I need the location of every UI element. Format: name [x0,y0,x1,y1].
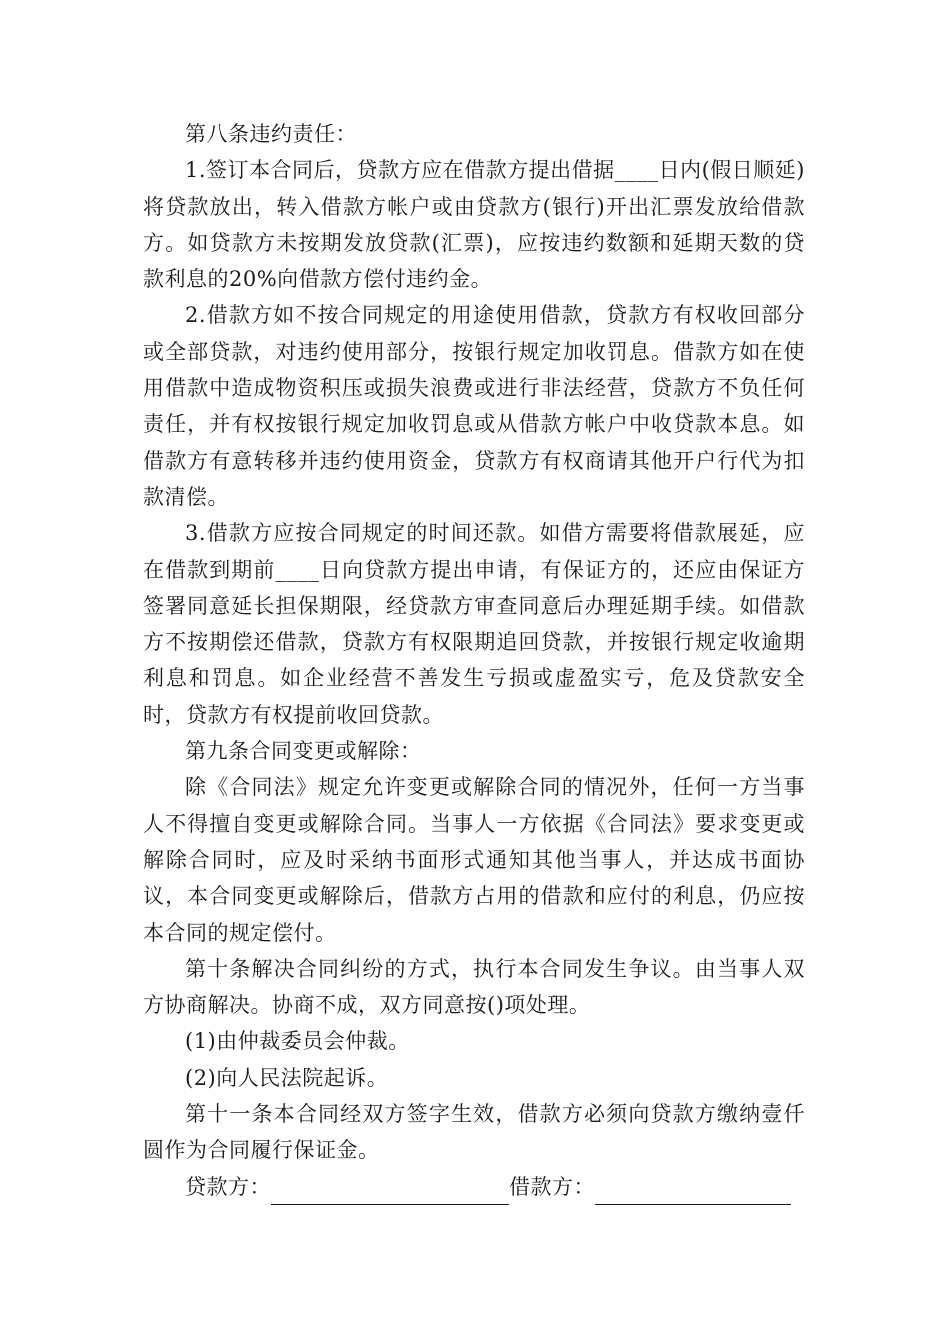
article-10-option-1: (1)由仲裁委员会仲裁。 [185,1029,410,1054]
article-8-clause-1: 1.签订本合同后，贷款方应在借款方提出借据____日内(假日顺延)将贷款放出，转入借款方帐户或由贷款方(银行)开出汇票发放给借款方。如贷款方未按期发放贷款(汇票)，应按违约数额和延期天数的贷款利息的20%向借款方偿付违约金。 [143,158,805,292]
signature-line [143,1169,805,1205]
lender-label: 贷款方： [185,1174,271,1199]
article-8-clause-2: 2.借款方如不按合同规定的用途使用借款，贷款方有权收回部分或全部贷款，对违约使用部分，按银行规定加收罚息。借款方如在使用借款中造成物资积压或损失浪费或进行非法经营，贷款方不负任何责任，并有权按银行规定加收罚息或从借款方帐户中收贷款本息。如借款方有意转移并违约使用资金，贷款方有权商请其他开户行代为扣款清偿。 [143,303,805,509]
article-9-heading: 第九条合同变更或解除： [185,739,422,764]
article-8-heading: 第八条违约责任： [185,122,357,146]
article-10-body: 第十条解决合同纠纷的方式，执行本合同发生争议。由当事人双方协商解决。协商不成，双方同意按()项处理。 [143,956,805,1018]
borrower-label: 借款方： [509,1174,595,1199]
document-body [143,116,805,1205]
article-10-option-2: (2)向人民法院起诉。 [185,1065,389,1090]
borrower-signature-blank [595,1180,791,1205]
article-11-body: 第十一条本合同经双方签字生效，借款方必须向贷款方缴纳壹仟圆作为合同履行保证金。 [143,1102,805,1163]
article-8-clause-3: 3.借款方应按合同规定的时间还款。如借方需要将借款展延，应在借款到期前____日向贷款方提出申请，有保证方的，还应由保证方签署同意延长担保期限，经贷款方审查同意后办理延期手续。如借款方不按期偿还借款，贷款方有权限期追回贷款，并按银行规定收逾期利息和罚息。如企业经营不善发生亏损或虚盈实亏，危及贷款安全时，贷款方有权提前收回贷款。 [143,521,805,727]
lender-signature-blank [271,1180,509,1205]
article-9-body: 除《合同法》规定允许变更或解除合同的情况外，任何一方当事人不得擅自变更或解除合同。当事人一方依据《合同法》要求变更或解除合同时，应及时采纳书面形式通知其他当事人，并达成书面协议，本合同变更或解除后，借款方占用的借款和应付的利息，仍应按本合同的规定偿付。 [143,775,805,945]
